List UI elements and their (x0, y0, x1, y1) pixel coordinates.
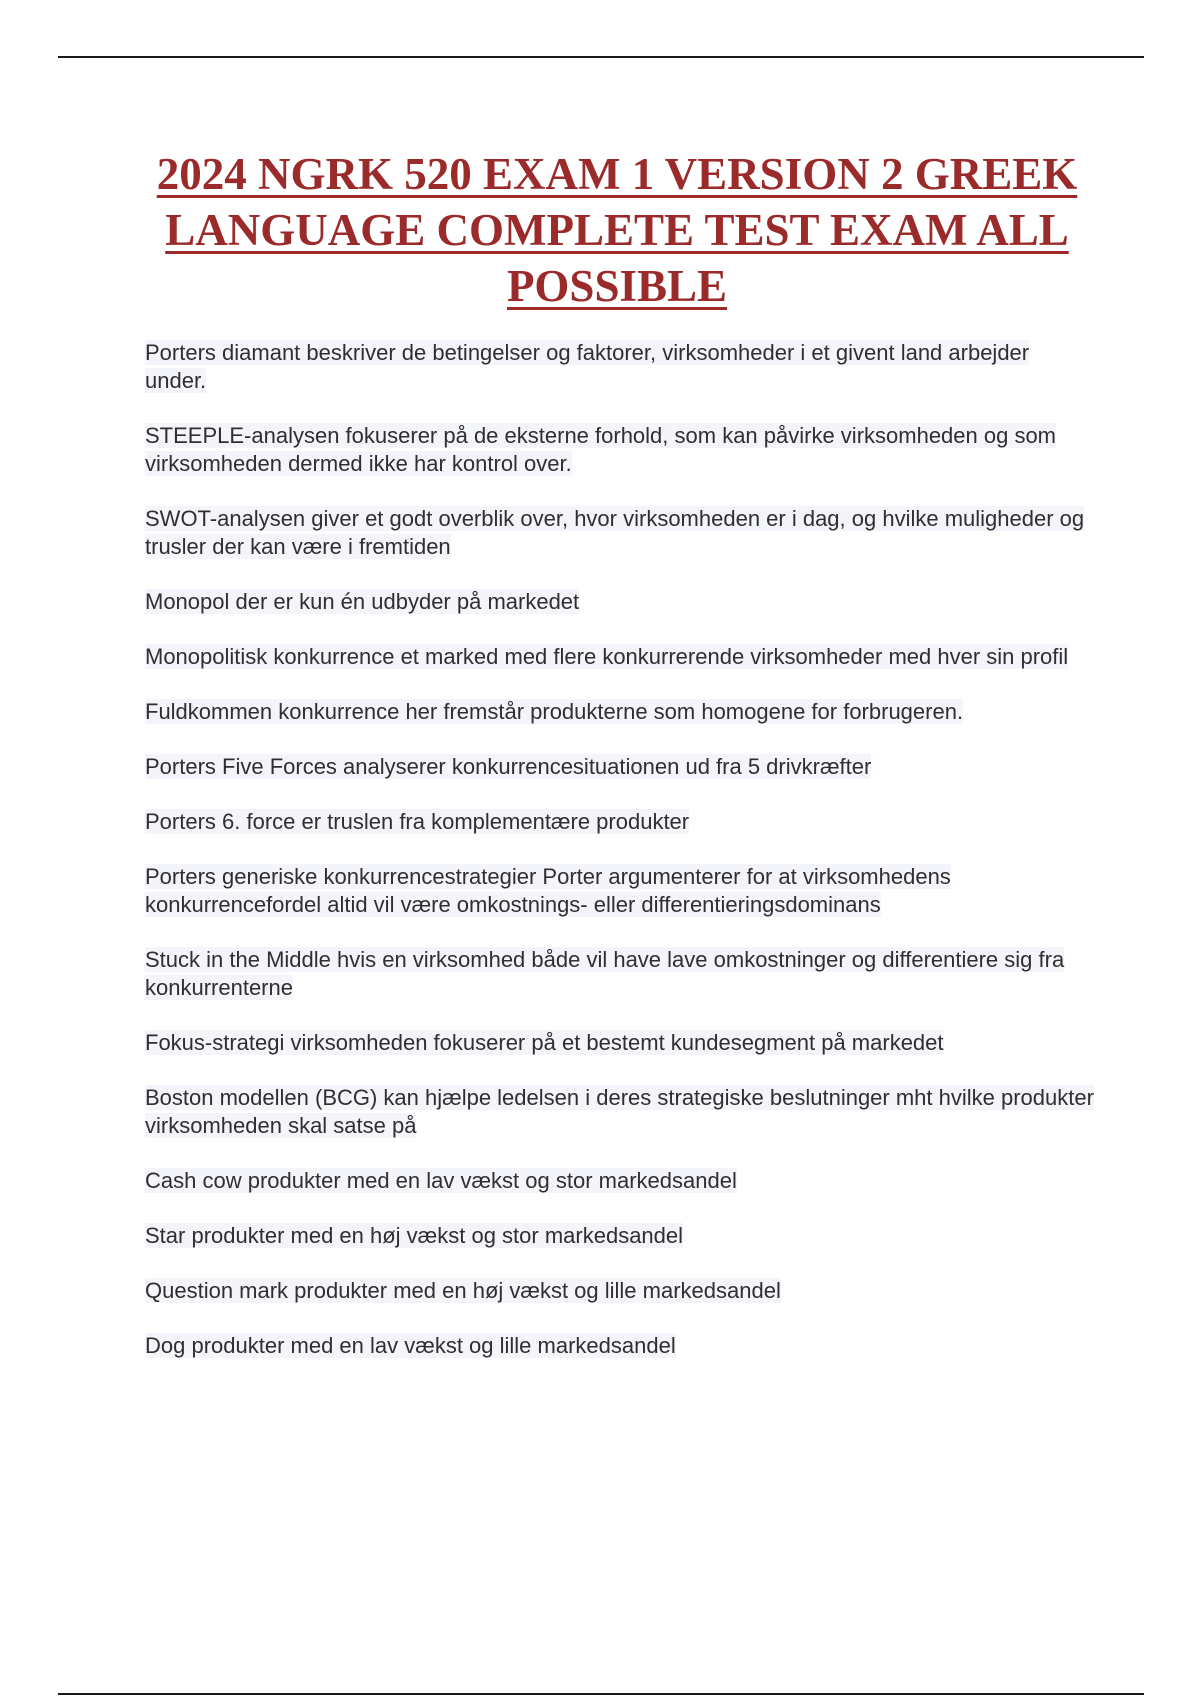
term-list (145, 339, 1095, 1387)
term-text: Dog produkter med en lav vækst og lille markedsandel (145, 1333, 676, 1358)
term-text: Question mark produkter med en høj vækst og lille markedsandel (145, 1278, 781, 1303)
term-item (145, 863, 1095, 919)
term-item (145, 1277, 1095, 1305)
term-text: Fokus-strategi virksomheden fokuserer på et bestemt kundesegment på markedet (145, 1030, 944, 1055)
term-item (145, 753, 1095, 781)
term-text: Porters diamant beskriver de betingelser og faktorer, virksomheder i et givent land arbejder under. (145, 340, 1030, 393)
term-item (145, 946, 1095, 1002)
term-text: Stuck in the Middle hvis en virksomhed både vil have lave omkostninger og differentiere sig fra konkurrenterne (145, 947, 1065, 1000)
term-text: Cash cow produkter med en lav vækst og stor markedsandel (145, 1168, 737, 1193)
term-item (145, 505, 1095, 561)
term-item (145, 1332, 1095, 1360)
document-title (120, 146, 1114, 314)
term-item (145, 1167, 1095, 1195)
term-text: Porters Five Forces analyserer konkurrencesituationen ud fra 5 drivkræfter (145, 754, 872, 779)
term-item (145, 1084, 1095, 1140)
term-item (145, 698, 1095, 726)
term-text: SWOT-analysen giver et godt overblik over, hvor virksomheden er i dag, og hvilke muligheder og trusler der kan være i fremtiden (145, 506, 1085, 559)
term-text: Boston modellen (BCG) kan hjælpe ledelsen i deres strategiske beslutninger mht hvilke produkter virksomheden skal satse på (145, 1085, 1094, 1138)
term-item (145, 643, 1095, 671)
term-item (145, 339, 1095, 395)
term-text: Star produkter med en høj vækst og stor markedsandel (145, 1223, 684, 1248)
term-text: Fuldkommen konkurrence her fremstår produkterne som homogene for forbrugeren. (145, 699, 964, 724)
term-item (145, 1029, 1095, 1057)
top-rule (58, 56, 1144, 58)
term-text: Monopolitisk konkurrence et marked med flere konkurrerende virksomheder med hver sin profil (145, 644, 1069, 669)
term-text: Porters generiske konkurrencestrategier Porter argumenterer for at virksomhedens konkurrencefordel altid vil være omkostnings- eller differentieringsdominans (145, 864, 951, 917)
term-item (145, 588, 1095, 616)
term-text: Monopol der er kun én udbyder på markedet (145, 589, 580, 614)
term-text: STEEPLE-analysen fokuserer på de eksterne forhold, som kan påvirke virksomheden og som virksomheden dermed ikke har kontrol over. (145, 423, 1057, 476)
bottom-rule (58, 1693, 1144, 1695)
term-item (145, 1222, 1095, 1250)
term-item (145, 422, 1095, 478)
term-item (145, 808, 1095, 836)
term-text: Porters 6. force er truslen fra komplementære produkter (145, 809, 690, 834)
title-text: 2024 NGRK 520 EXAM 1 VERSION 2 GREEK LANGUAGE COMPLETE TEST EXAM ALL POSSIBLE (156, 149, 1078, 311)
